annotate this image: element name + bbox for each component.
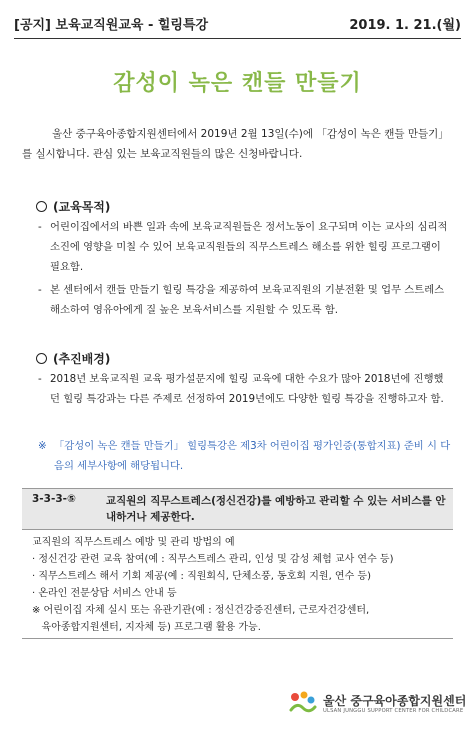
example-line: ※ 어린이집 자체 실시 또는 유관기관(예 : 정신건강증진센터, 근로자건강센터, [32,605,370,616]
indicator-code: 3-3-3-⑤ [32,493,76,505]
intro-paragraph: 울산 중구육아종합지원센터에서 2019년 2월 13일(수)에 「감성이 녹은 캔들 만들기」를 실시합니다. 관심 있는 보육교직원들의 많은 신청바랍니다. [22,128,449,160]
example-line: 교직원의 직무스트레스 예방 및 관리 방법의 예 [32,537,235,548]
notice-category: [공지] 보육교직원교육 - 힐링특강 [14,18,209,33]
center-name-english: ULSAN JUNGGU SUPPORT CENTER FOR CHILDCARE [323,708,464,714]
section-heading-purpose: (교육목적) [36,198,110,215]
center-logo-icon [287,690,317,716]
indicator-heading-box [22,488,453,530]
circle-icon [36,353,47,364]
example-line: 육아종합지원센터, 지자체 등) 프로그램 활용 가능. [32,622,261,633]
center-name: 울산 중구육아종합지원센터 [323,694,467,708]
example-line: · 온라인 전문상담 서비스 안내 등 [32,588,177,599]
example-line: · 직무스트레스 해서 기회 제공(예 : 직원회식, 단체소풍, 동호회 지원, 연수 등) [32,571,371,582]
purpose-bullet-2: - 본 센터에서 캔들 만들기 힐링 특강을 제공하여 보육교직원의 기분전환 및 업무 스트레스 해소하여 영유아에게 질 높은 보육서비스를 지원할 수 있도록 함. [38,284,445,316]
section-heading-background: (추진배경) [36,350,110,367]
background-bullet-1: - 2018년 보육교직원 교육 평가설문지에 힐링 교육에 대한 수요가 많아 2018년에 진행했던 힐링 특강과는 다른 주제로 선정하여 2019년에도 다양한 힐링 특강을 진행하고자 함. [38,373,444,405]
indicator-examples-box [22,528,453,639]
page-title: 감성이 녹은 캔들 만들기 [113,71,362,96]
notice-date: 2019. 1. 21.(월) [349,18,461,33]
circle-icon [36,201,47,212]
center-logo [287,690,467,718]
example-line: · 정신건강 관련 교육 참여(예 : 직무스트레스 관리, 인성 및 감성 체험 교사 연수 등) [32,554,394,565]
indicator-heading: 교직원의 직무스트레스(정신건강)를 예방하고 관리할 수 있는 서비스를 안내하거나 제공한다. [106,495,446,523]
accreditation-note: ※ 「감성이 녹은 캔들 만들기」 힐링특강은 제3차 어린이집 평가인증(통합지표) 준비 시 다음의 세부사항에 해당됩니다. [38,440,451,472]
purpose-bullet-1: - 어린이집에서의 바쁜 일과 속에 보육교직원들은 정서노동이 요구되며 이는 교사의 심리적 소진에 영향을 미칠 수 있어 보육교직원들의 직무스트레스 해소를 위한 힐링 프로그램이 필요함. [38,221,448,273]
notice-header [14,12,461,39]
